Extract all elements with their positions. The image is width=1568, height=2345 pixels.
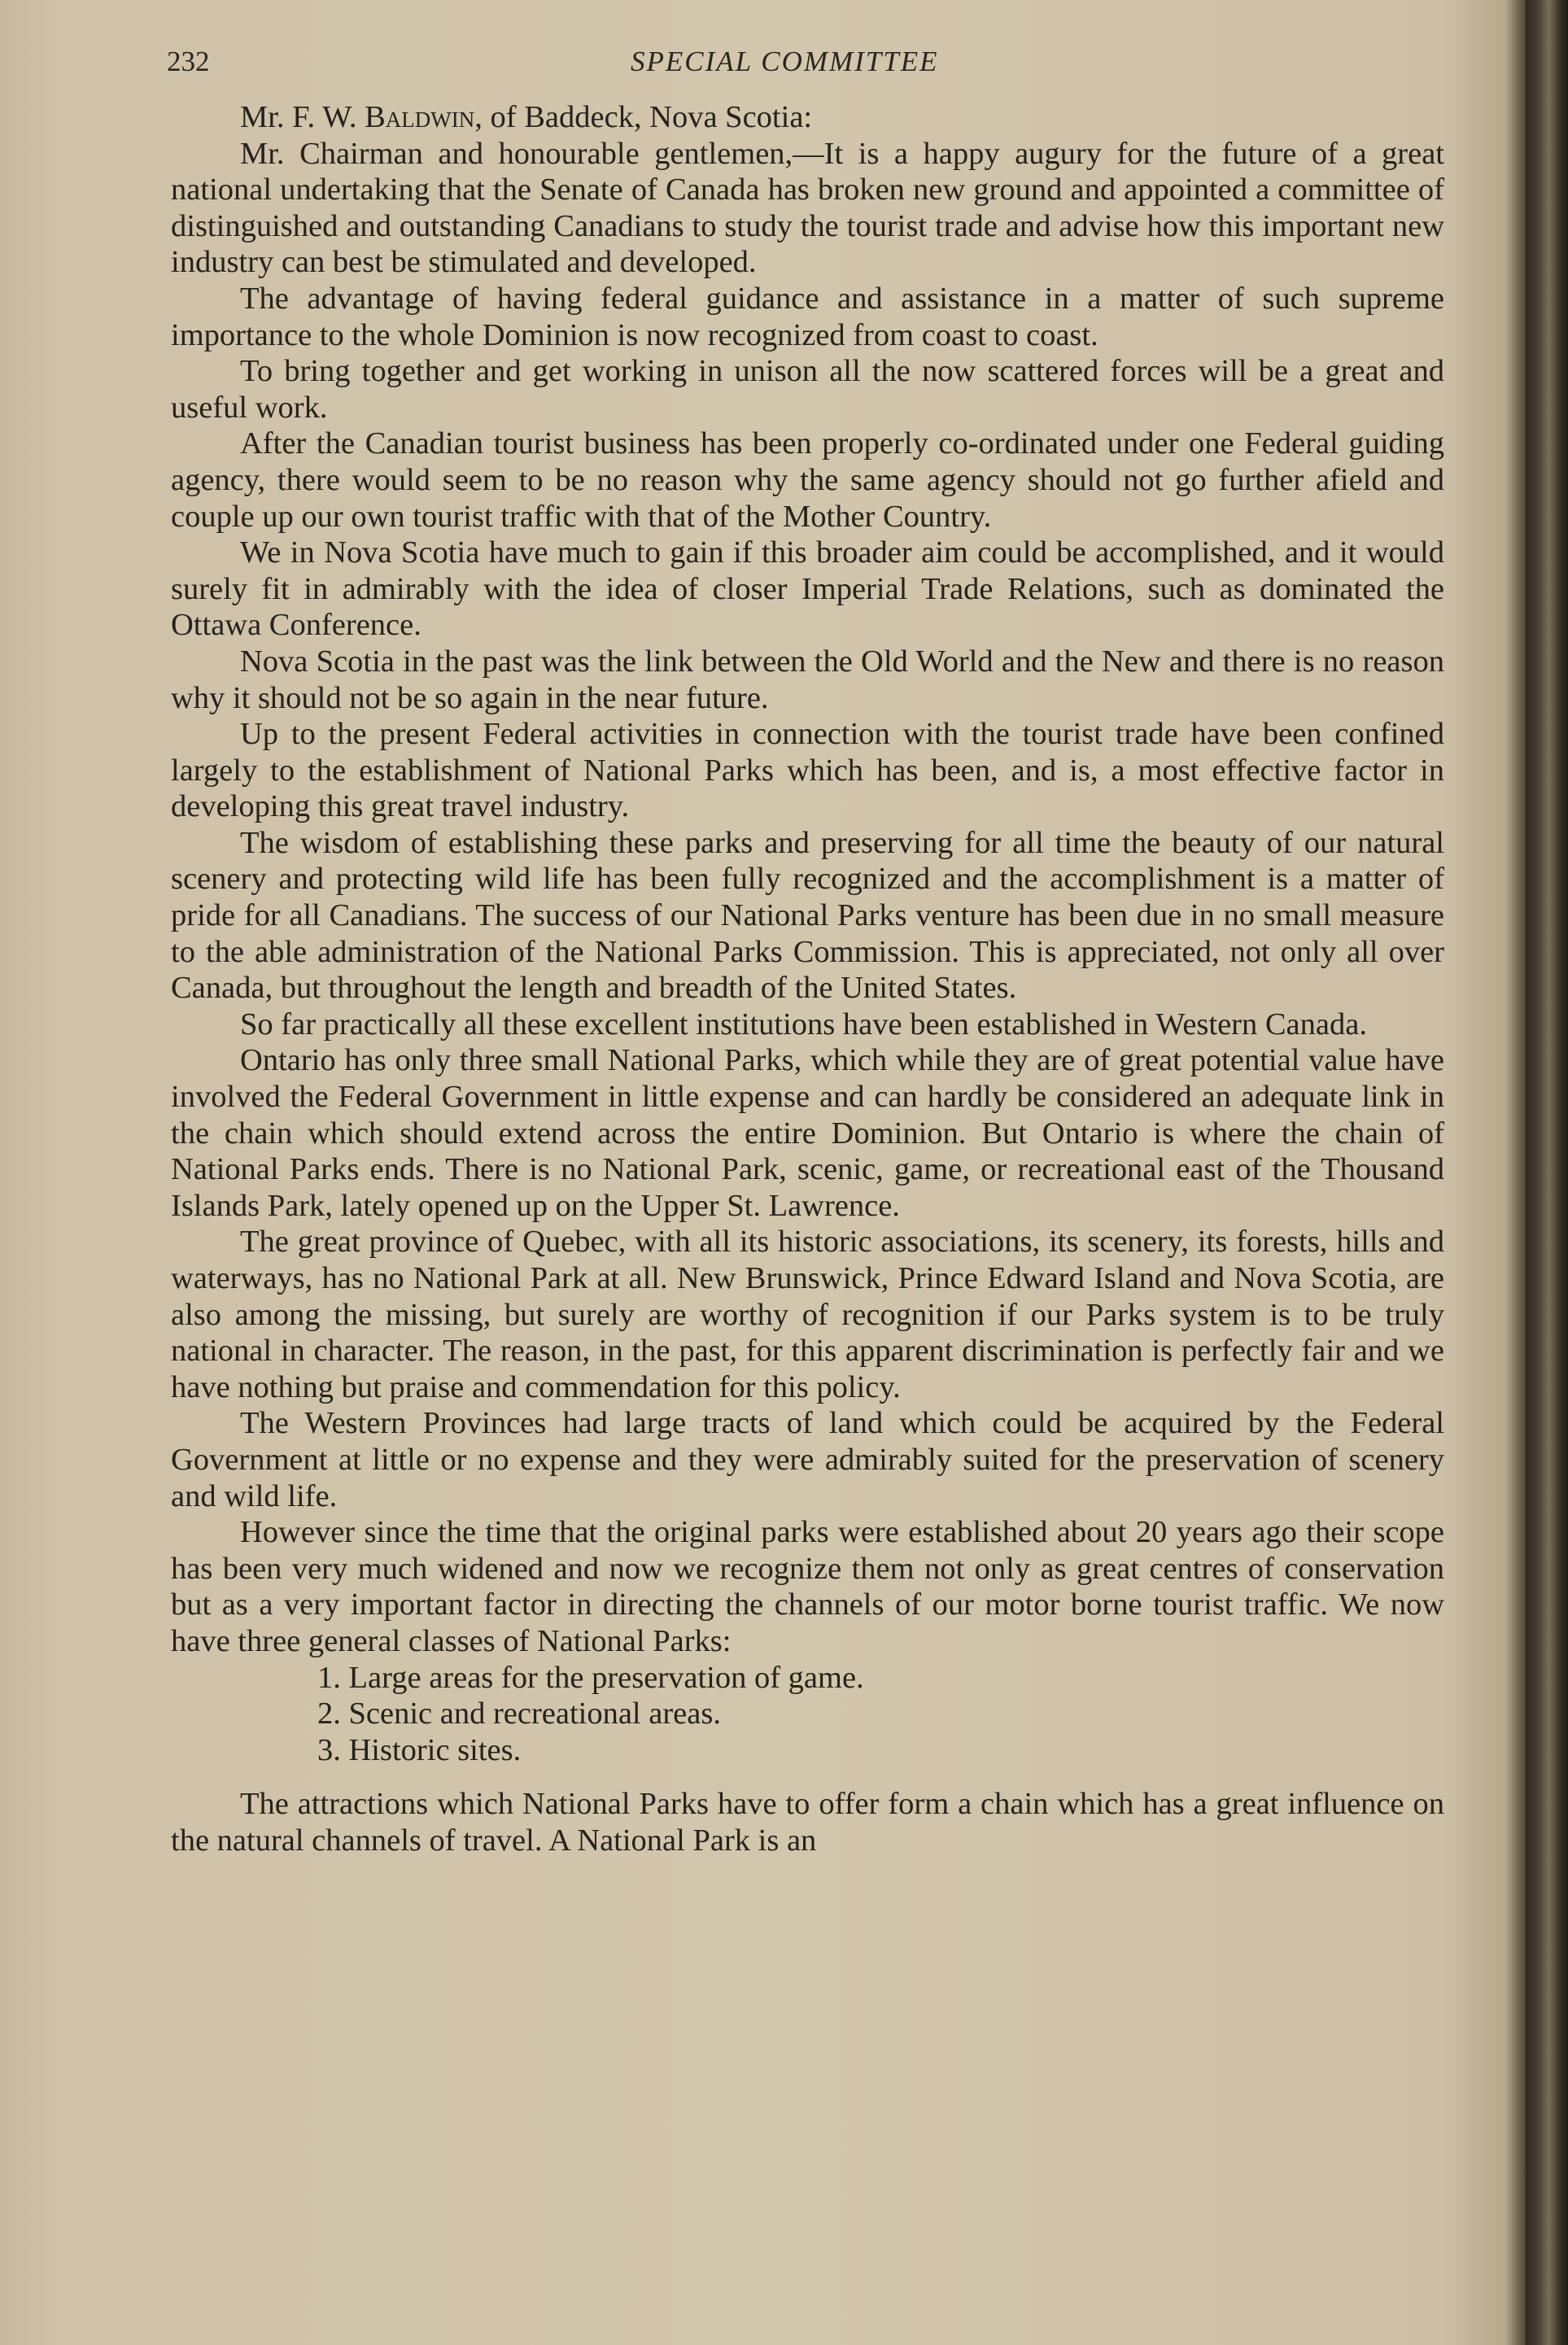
page-header [167, 46, 1444, 85]
speaker-line [171, 99, 1444, 136]
page-number: 232 [167, 46, 210, 77]
park-classes-list [171, 1660, 1444, 1769]
paragraph: The Western Provinces had large tracts of land which could be acquired by the Federal Government at little or no expense and they were admirably suited for the preservation of scenery and wild life. [171, 1406, 1444, 1513]
spacer [171, 1768, 1444, 1786]
paragraph: We in Nova Scotia have much to gain if this broader aim could be accomplished, and it would surely fit in admirably with the idea of closer Imperial Trade Relations, such as dominated the Ottawa Conference. [171, 535, 1444, 643]
paragraph: After the Canadian tourist business has been properly co-ordinated under one Federal guiding agency, there would seem to be no reason why the same agency should not go further afield and couple up our own tourist traffic with that of the Mother Country. [171, 426, 1444, 534]
speaker-name: Baldwin [365, 100, 475, 134]
page-body [171, 99, 1444, 1859]
running-title: SPECIAL COMMITTEE [631, 46, 939, 77]
closing-paragraph: The attractions which National Parks have to offer form a chain which has a great influence on the natural channels of travel. A National Park is an [171, 1787, 1444, 1858]
paragraph: So far practically all these excellent institutions have been established in Western Canada. [240, 1007, 1367, 1041]
paragraph: However since the time that the original parks were established about 20 years ago their scope has been very much widened and now we recognize them not only as great centres of conservation but as a very important factor in directing the channels of our motor borne tourist traffic. We now have three general classes of National Parks: [171, 1515, 1444, 1658]
list-item: 1. Large areas for the preservation of game. [317, 1660, 864, 1695]
list-item: 2. Scenic and recreational areas. [317, 1697, 721, 1731]
paragraph: Ontario has only three small National Parks, which while they are of great potential value have involved the Federal Government in little expense and can hardly be considered an adequate link in the chain which should extend across the entire Dominion. But Ontario is where the chain of National Parks ends. There is no National Park, scenic, game, or recreational east of the Thousand Islands Park, lately opened up on the Upper St. Lawrence. [171, 1043, 1444, 1223]
speaker-prefix: Mr. F. W. [240, 100, 365, 134]
paragraph: Up to the present Federal activities in connection with the tourist trade have been confined largely to the establishment of National Parks which has been, and is, a most effective factor in developing this great travel industry. [171, 717, 1444, 824]
book-spine-edge [1526, 0, 1568, 2345]
paragraph: The wisdom of establishing these parks and preserving for all time the beauty of our natural scenery and protecting wild life has been fully recognized and the accomplishment is a matter of pride for all Canadians. The success of our National Parks venture has been due in no small measure to the able administration of the National Parks Commission. This is appreciated, not only all over Canada, but throughout the length and breadth of the United States. [171, 825, 1444, 1006]
list-item: 3. Historic sites. [317, 1732, 522, 1767]
paragraph: To bring together and get working in unison all the now scattered forces will be a great and useful work. [171, 354, 1444, 425]
paragraph: The great province of Quebec, with all its historic associations, its scenery, its forests, hills and waterways, has no National Park at all. New Brunswick, Prince Edward Island and Nova Scotia, are also among the missing, but surely are worthy of recognition if our Parks system is to be truly national in character. The reason, in the past, for this apparent discrimination is perfectly fair and we have nothing but praise and commendation for this policy. [171, 1225, 1444, 1404]
speaker-suffix: , of Baddeck, Nova Scotia: [474, 100, 813, 134]
paragraph: The advantage of having federal guidance and assistance in a matter of such supreme importance to the whole Dominion is now recognized from coast to coast. [171, 281, 1444, 352]
paragraph: Nova Scotia in the past was the link between the Old World and the New and there is no reason why it should not be so again in the near future. [171, 644, 1444, 715]
paragraph: Mr. Chairman and honourable gentlemen,—It is a happy augury for the future of a great national undertaking that the Senate of Canada has broken new ground and appointed a committee of distinguished and outstanding Canadians to study the tourist trade and advise how this important new industry can best be stimulated and developed. [171, 136, 1444, 280]
